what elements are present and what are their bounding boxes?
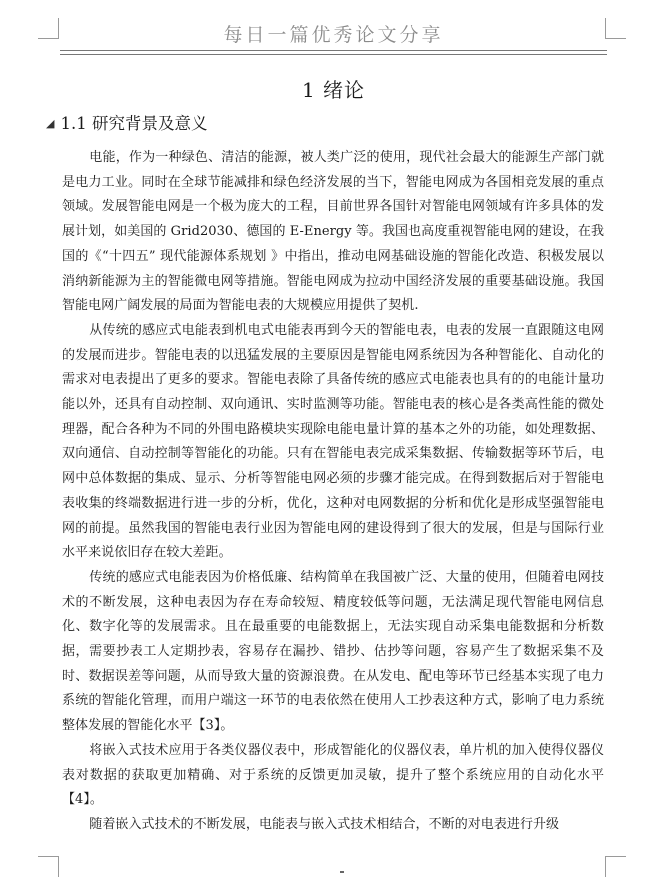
crop-mark-top-left xyxy=(38,18,59,39)
body-text xyxy=(62,146,604,838)
section-heading[interactable] xyxy=(46,112,207,136)
paragraph: 随着嵌入式技术的不断发展，电能表与嵌入式技术相结合，不断的对电表进行升级 xyxy=(89,816,560,832)
page-marker xyxy=(340,871,344,873)
page-header: 每日一篇优秀论文分享 xyxy=(223,24,444,46)
paragraph: 电能，作为一种绿色、清洁的能源，被人类广泛的使用，现代社会最大的能源生产部门就是电力工业。同时在全球节能减排和绿色经济发展的当下，智能电网成为各国相竞发展的重点领域。发展智能电网是一个极为庞大的工程，目前世界各国针对智能电网领域有许多具体的发展计划，如美国的 Grid2030、德国的 E-Energy 等。我国也高度重视智能电网的建设，在我国的《“十四五” 现代能源体系规划 》中指出，推动电网基础设施的智能化改造、积极发展以消纳新能源为主的智能微电网等措施。智能电网成为拉动中国经济发展的重要基础设施。我国智能电网广阔发展的局面为智能电表的大规模应用提供了契机. xyxy=(62,150,604,314)
paragraph: 将嵌入式技术应用于各类仪器仪表中，形成智能化的仪器仪表，单片机的加入使得仪器仪表对数据的获取更加精确、对于系统的反馈更加灵敏，提升了整个系统应用的自动化水平【4】。 xyxy=(62,742,604,808)
paragraph: 传统的感应式电能表因为价格低廉、结构简单在我国被广泛、大量的使用，但随着电网技术的不断发展，这种电表因为存在寿命较短、精度较低等问题，无法满足现代智能电网信息化、数字化等的发展需求。且在最重要的电能数据上，无法实现自动采集电能数据和分析数据，需要抄表工人定期抄表，容易存在漏抄、错抄、估抄等问题，容易产生了数据采集不及时、数据误差等问题，从而导致大量的资源浪费。在从发电、配电等环节已经基本实现了电力系统的智能化管理，而用户端这一环节的电表依然在使用人工抄表这种方式，影响了电力系统整体发展的智能化水平【3】。 xyxy=(62,569,604,734)
chapter-title: 1 绪论 xyxy=(301,78,366,102)
crop-mark-bottom-right xyxy=(605,856,626,877)
crop-mark-bottom-left xyxy=(38,856,59,877)
section-title: 1.1 研究背景及意义 xyxy=(60,114,208,133)
collapse-triangle-icon[interactable]: ◢ xyxy=(46,117,55,130)
crop-mark-top-right xyxy=(605,18,626,39)
paragraph: 从传统的感应式电能表到机电式电能表再到今天的智能电表，电表的发展一直跟随这电网的发展而进步。智能电表的以迅猛发展的主要原因是智能电网系统因为各种智能化、自动化的需求对电表提出了更多的要求。智能电表除了具备传统的感应式电能表也具有的的电能计量功能以外，还具有自动控制、双向通讯、实时监测等功能。智能电表的核心是各类高性能的微处理器，配合各种为不同的外围电路模块实现除电能电量计算的基本之外的功能，如处理数据、双向通信、自动控制等智能化的功能。只有在智能电表完成采集数据、传输数据等环节后，电网中总体数据的集成、显示、分析等智能电网必须的步骤才能完成。在得到数据后对于智能电表收集的终端数据进行进一步的分析，优化，这种对电网数据的分析和优化是形成坚强智能电网的前提。虽然我国的智能电表行业因为智能电网的建设得到了很大的发展，但是与国际行业水平来说依旧存在较大差距。 xyxy=(62,322,604,561)
header-rule xyxy=(60,50,607,55)
